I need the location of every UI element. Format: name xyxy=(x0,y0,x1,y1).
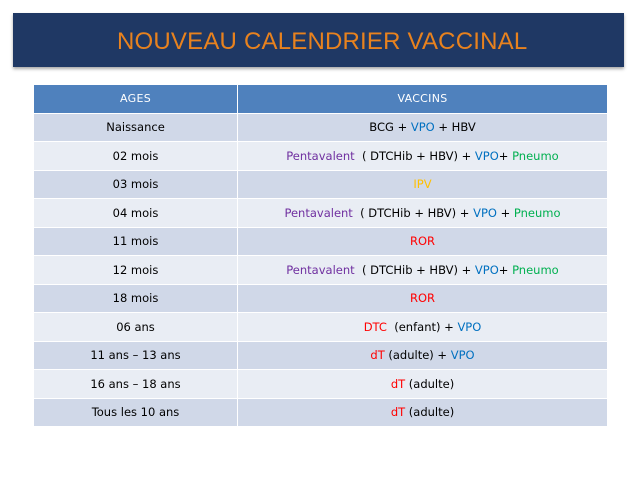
vaccine-segment: + HBV xyxy=(434,120,476,135)
vaccine-segment: VPO xyxy=(457,319,482,334)
table-row xyxy=(34,256,608,285)
table-row xyxy=(34,227,608,256)
vaccine-segment: Pentavalent xyxy=(286,148,355,163)
age-cell: Naissance xyxy=(34,113,238,142)
vaccine-segment: VPO xyxy=(410,120,435,135)
vaccine-segment: ROR xyxy=(409,291,436,306)
age-cell: 04 mois xyxy=(34,199,238,228)
vaccine-segment: (enfant) + xyxy=(386,319,458,334)
table-row xyxy=(34,370,608,399)
vaccines-cell xyxy=(238,256,608,285)
vaccine-segment: IPV xyxy=(413,177,432,192)
vaccine-segment: dT xyxy=(390,405,406,420)
vaccine-segment: VPO xyxy=(474,262,499,277)
vaccine-segment: + xyxy=(496,205,514,220)
vaccines-cell xyxy=(238,284,608,313)
header-ages: AGES xyxy=(34,85,238,114)
vaccines-cell xyxy=(238,199,608,228)
vaccine-segment: + xyxy=(498,148,513,163)
vaccines-cell xyxy=(238,341,608,370)
vaccine-segment: (adulte) + xyxy=(384,348,451,363)
vaccines-cell xyxy=(238,370,608,399)
vaccine-segment: Pentavalent xyxy=(284,205,353,220)
vaccine-segment: ROR xyxy=(409,234,436,249)
table-row xyxy=(34,170,608,199)
vaccines-cell xyxy=(238,170,608,199)
vaccine-segment: ( DTCHib + HBV) + xyxy=(352,205,474,220)
vaccine-segment: ( DTCHib + HBV) + xyxy=(354,148,475,163)
vaccine-segment: (adulte) xyxy=(405,405,455,420)
vaccination-schedule-table xyxy=(33,84,608,427)
age-cell: 06 ans xyxy=(34,313,238,342)
title-banner xyxy=(13,13,624,67)
vaccine-segment: dT xyxy=(390,376,406,391)
table-row xyxy=(34,313,608,342)
table-row xyxy=(34,341,608,370)
vaccine-segment: VPO xyxy=(473,205,497,220)
vaccine-segment: Pneumo xyxy=(512,262,559,277)
vaccine-segment: dT xyxy=(370,348,385,363)
vaccine-segment: VPO xyxy=(450,348,475,363)
vaccines-cell xyxy=(238,313,608,342)
age-cell: 12 mois xyxy=(34,256,238,285)
header-vaccines: VACCINS xyxy=(238,85,608,114)
vaccine-segment: Pneumo xyxy=(512,148,559,163)
table-row xyxy=(34,113,608,142)
table-header-row xyxy=(34,85,608,114)
vaccines-cell xyxy=(238,227,608,256)
vaccines-cell xyxy=(238,113,608,142)
table-row xyxy=(34,142,608,171)
age-cell: 02 mois xyxy=(34,142,238,171)
vaccine-segment: ( DTCHib + HBV) + xyxy=(354,262,475,277)
table-row xyxy=(34,199,608,228)
page-title: NOUVEAU CALENDRIER VACCINAL xyxy=(117,28,528,55)
vaccine-segment: (adulte) xyxy=(405,376,455,391)
age-cell: 18 mois xyxy=(34,284,238,313)
vaccine-segment: VPO xyxy=(474,148,499,163)
vaccine-segment: BCG + xyxy=(369,120,411,135)
vaccine-segment: DTC xyxy=(363,319,387,334)
vaccines-cell xyxy=(238,398,608,427)
vaccine-segment: + xyxy=(498,262,513,277)
vaccine-segment: Pentavalent xyxy=(286,262,355,277)
age-cell: 11 mois xyxy=(34,227,238,256)
age-cell: 16 ans – 18 ans xyxy=(34,370,238,399)
vaccines-cell xyxy=(238,142,608,171)
vaccine-segment: Pneumo xyxy=(513,205,561,220)
age-cell: 11 ans – 13 ans xyxy=(34,341,238,370)
age-cell: Tous les 10 ans xyxy=(34,398,238,427)
table-row xyxy=(34,398,608,427)
table-row xyxy=(34,284,608,313)
age-cell: 03 mois xyxy=(34,170,238,199)
